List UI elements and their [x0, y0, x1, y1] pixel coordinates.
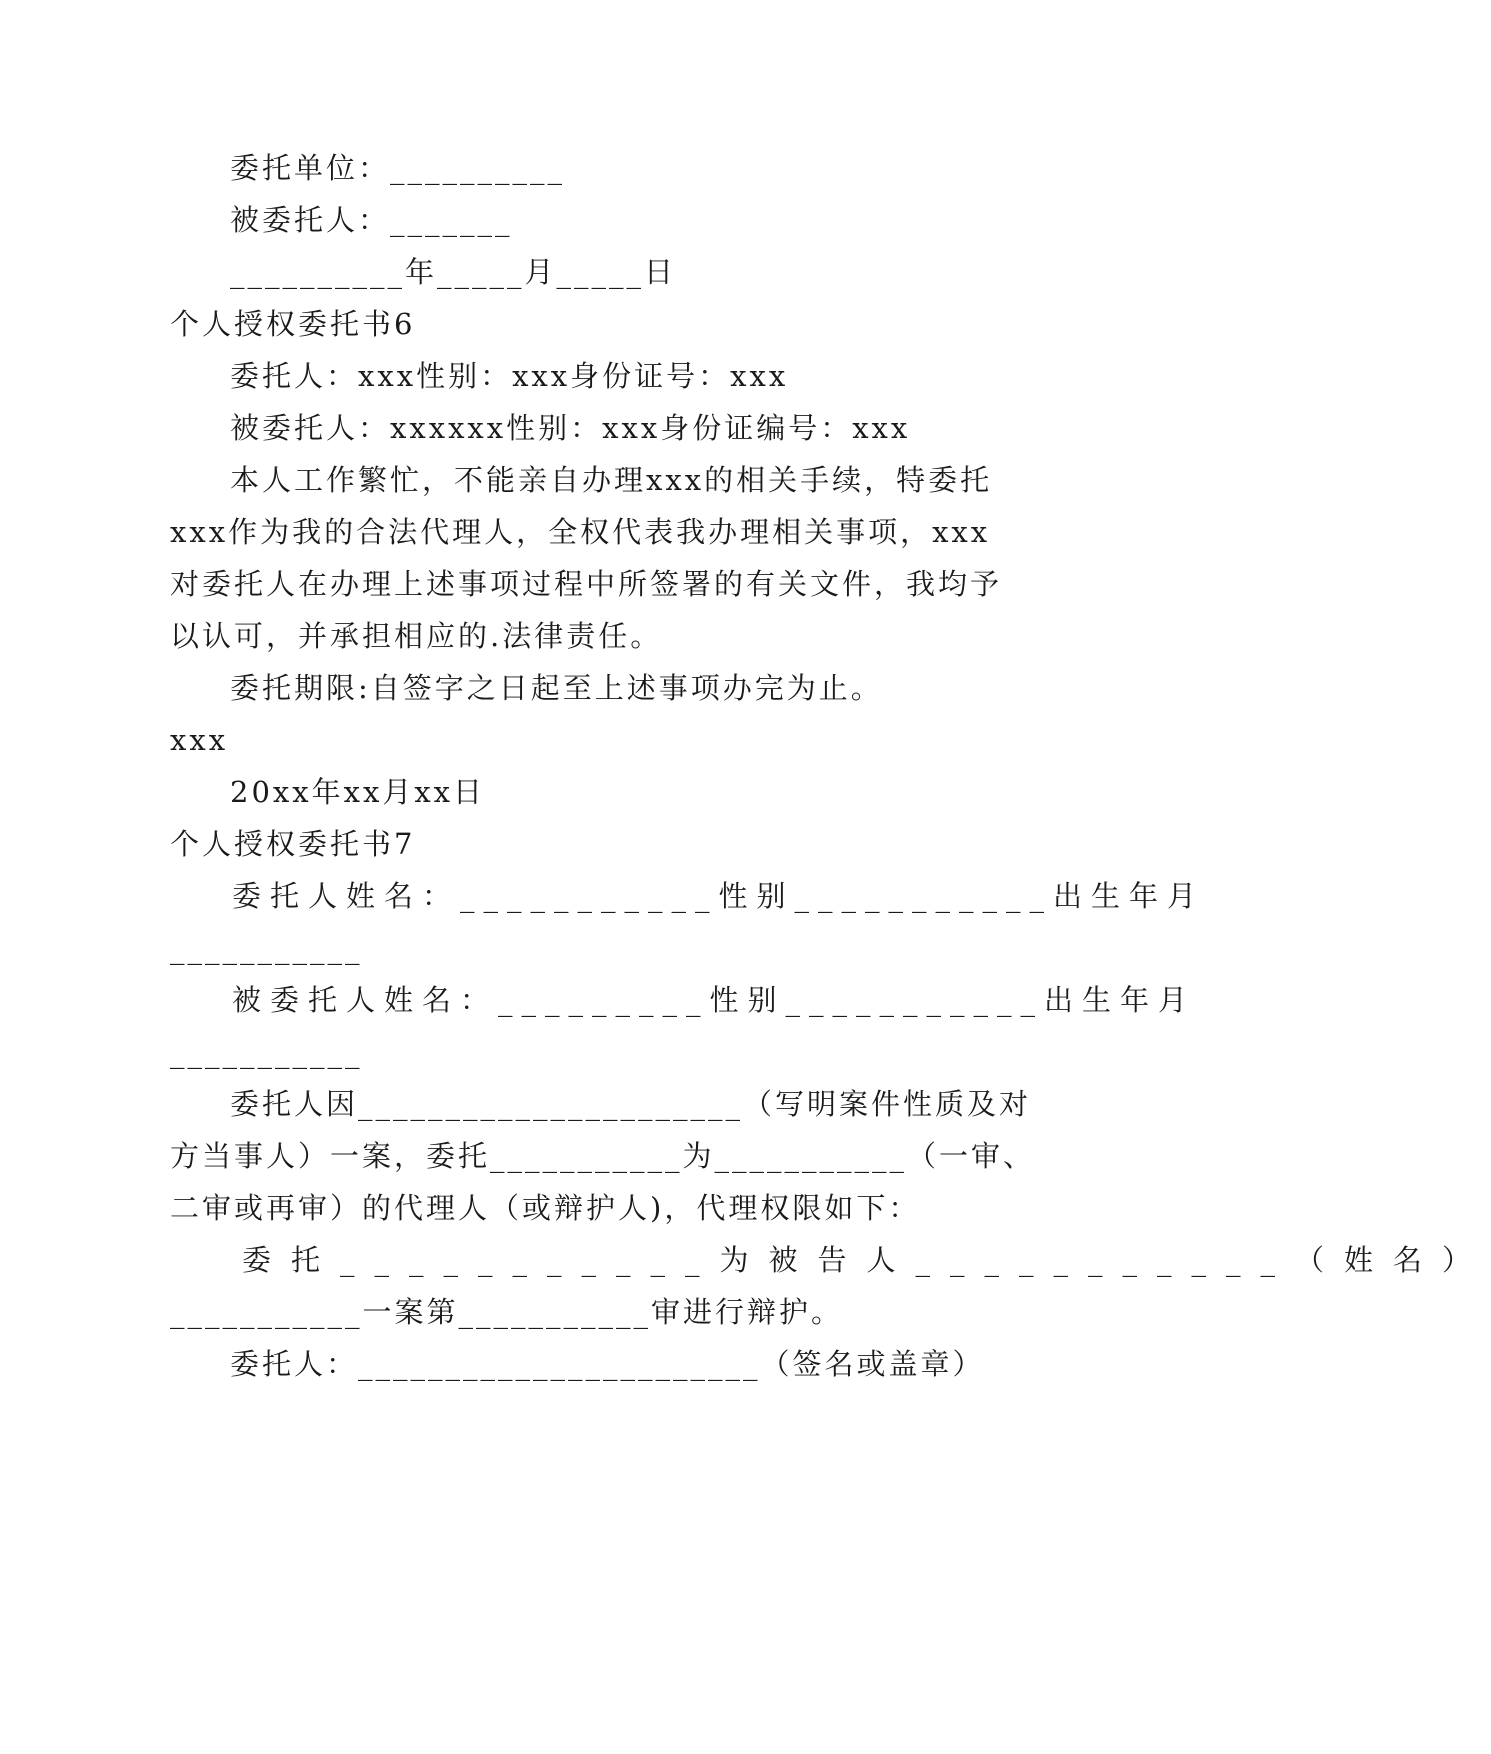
principal-signature-line: 委托人：_______________________（签名或盖章）	[230, 1347, 985, 1381]
principal-name-line: 委托人姓名：___________性别___________出生年月	[232, 879, 1206, 913]
case-line-3: 二审或再审）的代理人（或辩护人)，代理权限如下：	[170, 1191, 921, 1225]
section-title-6: 个人授权委托书6	[170, 307, 416, 341]
body-paragraph-line-3: 对委托人在办理上述事项过程中所签署的有关文件，我均予	[170, 567, 1003, 601]
body-paragraph-line-4: 以认可，并承担相应的.法律责任。	[170, 619, 663, 653]
agent-birth-blank: ___________	[170, 1035, 363, 1069]
body-paragraph-line-1: 本人工作繁忙，不能亲自办理xxx的相关手续，特委托	[230, 463, 993, 497]
entrusting-unit-line: 委托单位：__________	[230, 151, 566, 185]
defense-line-1: 委托___________为被告人___________（姓名）	[242, 1243, 1491, 1277]
principal-info-line: 委托人：xxx性别：xxx身份证号：xxx	[230, 359, 789, 393]
defense-line-2: ___________一案第___________审进行辩护。	[170, 1295, 844, 1329]
agent-name-line: 被委托人姓名：_________性别___________出生年月	[232, 983, 1197, 1017]
term-line: 委托期限:自签字之日起至上述事项办完为止。	[230, 671, 883, 705]
signature-date: 20xx年xx月xx日	[230, 775, 486, 809]
section-title-7: 个人授权委托书7	[170, 827, 416, 861]
trustee-line: 被委托人：_______	[230, 203, 513, 237]
date-line: __________年_____月_____日	[230, 255, 677, 289]
body-paragraph-line-2: xxx作为我的合法代理人，全权代表我办理相关事项，xxx	[170, 515, 991, 549]
case-line-1: 委托人因______________________（写明案件性质及对	[230, 1087, 1032, 1121]
principal-birth-blank: ___________	[170, 931, 363, 965]
signature-name: xxx	[170, 723, 229, 757]
case-line-2: 方当事人）一案，委托___________为___________（一审、	[170, 1139, 1036, 1173]
agent-info-line: 被委托人：xxxxxx性别：xxx身份证编号：xxx	[230, 411, 911, 445]
